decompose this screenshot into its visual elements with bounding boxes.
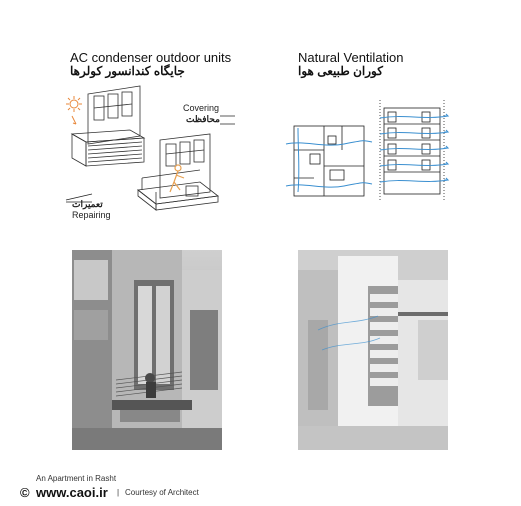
repairing-label: Repairing [72,210,111,220]
covering-label-fa: محافظت [186,114,220,124]
sun-icon [66,96,82,124]
credit-text: Courtesy of Architect [125,488,199,497]
ventilation-diagram [284,100,460,210]
vent-title-fa: کوران طبیعی هوا [298,64,383,78]
footer-separator: | [117,488,120,497]
site-link[interactable]: www.caoi.ir [36,485,108,500]
section [380,100,444,200]
vent-title: Natural Ventilation [298,50,404,65]
copyright-symbol: © [20,485,30,500]
balcony-photo [72,250,222,450]
ac-title: AC condenser outdoor units [70,50,232,65]
ac-title-fa: جایگاه کندانسور کولرها [70,64,185,78]
interior-photo [298,250,448,450]
photo-caption: An Apartment in Rasht [36,474,117,483]
repairing-label-fa: تعمیرات [72,199,103,209]
person-icon [170,165,184,192]
covering-label: Covering [183,103,220,113]
